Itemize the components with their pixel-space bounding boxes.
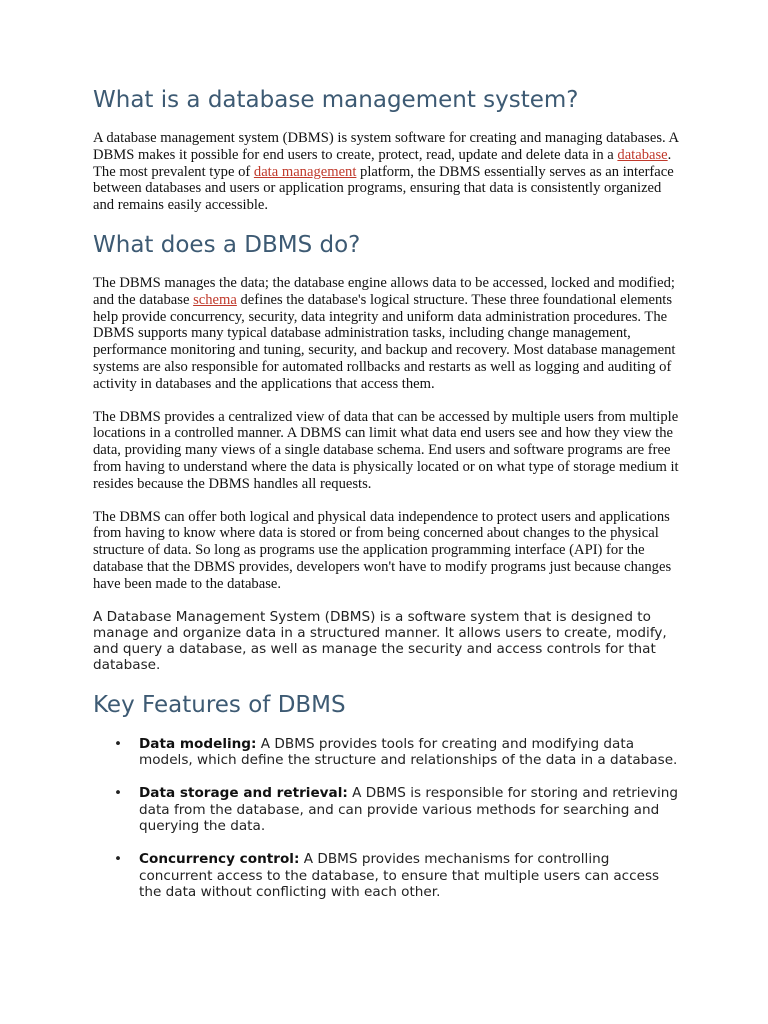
bullet-icon: •	[114, 851, 123, 868]
schema-link[interactable]: schema	[193, 291, 237, 308]
data-management-link[interactable]: data management	[253, 163, 357, 180]
heading-key-features: Key Features of DBMS	[93, 691, 346, 718]
feature-term: Data modeling:	[139, 735, 257, 752]
feature-list	[93, 736, 683, 900]
bullet-icon: •	[114, 785, 123, 802]
database-link[interactable]: database	[617, 146, 668, 163]
paragraph-text: defines the database's logical structure. These three foundational elements help provide concurrency, security, data integrity and uniform data administration procedures. The DBMS supports many typical database administration tasks, including change management, performance monitoring and tuning, security, and backup and recovery. Most database management systems are also responsible for automated rollbacks and restarts as well as logging and auditing of activity in databases and the applications that access them.	[93, 291, 676, 392]
paragraph-centralized-view: The DBMS provides a centralized view of data that can be accessed by multiple users from multiple locations in a controlled manner. A DBMS can limit what data end users see and how they view the data, providing many views of a single database schema. End users and software programs are free from having to understand where the data is physically located or on what type of storage medium it resides because the DBMS handles all requests.	[93, 408, 679, 492]
feature-term: Data storage and retrieval:	[139, 785, 348, 802]
paragraph-dbms-manages-data	[93, 275, 683, 393]
feature-term: Concurrency control:	[139, 851, 300, 868]
feature-item-data-modeling	[93, 736, 683, 769]
feature-item-concurrency-control	[93, 851, 683, 900]
feature-description: A DBMS provides mechanisms for controlling concurrent access to the database, to ensure that multiple users can access the data without conflicting with each other.	[139, 851, 660, 900]
feature-item-data-storage	[93, 785, 683, 834]
paragraph-dbms-definition	[93, 130, 683, 214]
feature-description: A DBMS is responsible for storing and retrieving data from the database, and can provide various methods for searching and querying the data.	[139, 785, 678, 834]
paragraph-text: . The most prevalent type of	[93, 146, 672, 180]
paragraph-text: platform, the DBMS essentially serves as an interface between databases and users or application programs, ensuring that data is consistently organized and remains easily accessible.	[93, 163, 674, 214]
paragraph-dbms-summary: A Database Management System (DBMS) is a software system that is designed to manage and organize data in a structured manner. It allows users to create, modify, and query a database, as well as manage the security and access controls for that database.	[93, 608, 667, 674]
paragraph-text: The DBMS manages the data; the database engine allows data to be accessed, locked and modified; and the database	[93, 274, 675, 308]
document-page	[93, 86, 683, 917]
heading-what-is-dbms: What is a database management system?	[93, 87, 579, 113]
bullet-icon: •	[114, 735, 123, 752]
paragraph-data-independence: The DBMS can offer both logical and physical data independence to protect users and applications from having to know where data is stored or from being concerned about changes to the physical structure of data. So long as programs use the application programming interface (API) for the database that the DBMS provides, developers won't have to modify programs just because changes have been made to the database.	[93, 508, 672, 592]
heading-what-does-dbms-do: What does a DBMS do?	[93, 231, 361, 258]
paragraph-text: A database management system (DBMS) is system software for creating and managing databases. A DBMS makes it possible for end users to create, protect, read, update and delete data in a	[93, 130, 679, 163]
feature-description: A DBMS provides tools for creating and modifying data models, which define the structure and relationships of the data in a database.	[139, 735, 678, 769]
